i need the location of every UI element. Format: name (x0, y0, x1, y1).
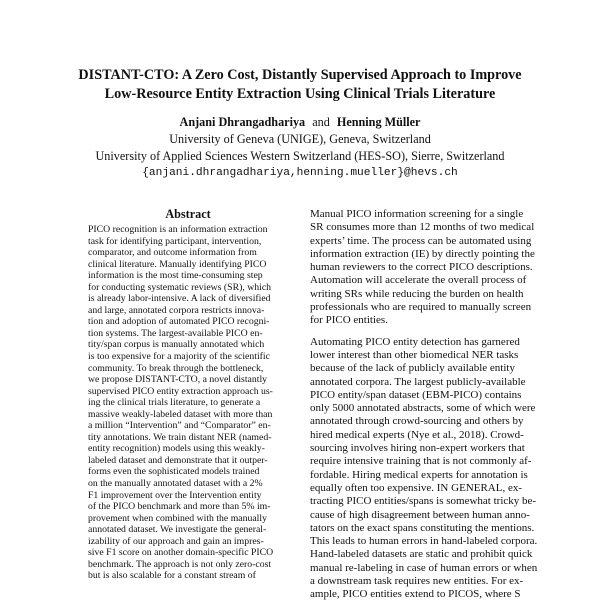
title-line-2: Low-Resource Entity Extraction Using Clinical Trials Literature (104, 86, 496, 102)
abstract-line: clinical literature. Manually identifying PICO (88, 258, 267, 270)
body-line: for PICO entities. (310, 314, 388, 327)
author-conjunction: and (312, 115, 330, 129)
body-line: Automation will accelerate the overall process of (310, 274, 527, 287)
abstract-line: izability of our approach and gain an impres- (88, 535, 264, 547)
body-line: fordable. Hiring medical experts for annotation is (310, 468, 528, 481)
author-names (40, 114, 560, 131)
abstract-line: tity annotations. We train distant NER (named- (88, 431, 272, 443)
abstract-line: on the manually annotated dataset with a 2% (88, 478, 263, 490)
abstract-line: tion systems. The largest-available PICO en- (88, 327, 263, 339)
body-line: Automating PICO entity detection has garnered (310, 335, 520, 348)
abstract-line: forms even the sophisticated models trained (88, 466, 260, 478)
body-line: hired medical experts (Nye et al., 2018). Crowd- (310, 428, 524, 441)
abstract-line: comparator, and outcome information from (88, 247, 257, 259)
abstract-line: of the PICO benchmark and more than 5% im- (88, 501, 271, 513)
body-line: human reviewers to the correct PICO descriptions. (310, 261, 533, 274)
abstract-line: provement when combined with the manually (88, 512, 267, 524)
body-line: because of the lack of publicly available entity (310, 362, 515, 375)
abstract-line: entity recognition) models using this weakly- (88, 443, 265, 455)
body-line: writing SRs while reducing the burden on health (310, 287, 524, 300)
abstract-line: we propose DISTANT-CTO, a novel distantly (88, 374, 268, 386)
body-line: tators on the exact spans constituting the mentions. (310, 521, 535, 534)
body-line: ample, PICO entities extend to PICOS, where S (310, 588, 521, 601)
abstract-line: F1 improvement over the Intervention entity (88, 489, 262, 501)
intro-paragraph-2 (310, 335, 538, 602)
intro-paragraph-1 (310, 208, 535, 328)
abstract-line: PICO recognition is an information extraction (88, 224, 268, 235)
abstract-heading: Abstract (165, 207, 211, 221)
abstract-line: is too expensive for a majority of the scientific (88, 351, 270, 363)
abstract-line: for conducting systematic reviews (SR), which (88, 281, 272, 293)
abstract-line: a million “Intervention” and “Comparator” en- (88, 420, 271, 432)
abstract-line: labeled dataset and demonstrate that it outper- (88, 454, 268, 466)
abstract-line: sive F1 score on another domain-specific PICO (88, 547, 274, 559)
body-line: information extraction (IE) by directly pointing the (310, 247, 535, 260)
body-line: Hand-labeled datasets are static and prohibit quick (310, 548, 533, 561)
abstract-line: but is also scalable for a constant stream of (88, 570, 256, 582)
body-line: annotated corpora. The largest publicly-available (310, 375, 526, 388)
body-line: only 5000 annotated abstracts, some of which were (310, 402, 536, 415)
author-block (40, 114, 560, 182)
abstract-line: and large, annotated corpora restricts innova- (88, 304, 265, 316)
author-1: Anjani Dhrangadhariya (179, 115, 306, 129)
author-2: Henning Müller (336, 115, 421, 129)
body-line: sourcing involves hiring non-expert workers that (310, 442, 525, 455)
body-line: cause of high disagreement between human anno- (310, 508, 530, 521)
abstract-line: is already labor-intensive. A lack of diversified (88, 293, 271, 305)
affiliation-1: University of Geneva (UNIGE), Geneva, Switzerland (169, 132, 431, 146)
abstract-line: annotated dataset. We investigate the general- (88, 524, 267, 536)
body-line: manual re-labeling in case of human errors or when (310, 561, 538, 574)
body-line: This leads to human errors in hand-labeled corpora. (310, 535, 538, 548)
introduction-body (310, 208, 538, 602)
abstract-line: tion and adoption of automated PICO recogni- (88, 316, 270, 328)
body-line: tracting PICO entities/spans is somewhat tricky be- (310, 495, 537, 508)
body-line: a downstream task requires new entities. For ex- (310, 575, 524, 588)
abstract-line: community. To break through the bottleneck, (88, 362, 264, 374)
body-line: Manual PICO information screening for a single (310, 208, 524, 220)
body-line: lower interest than other biomedical NER tasks (310, 348, 519, 361)
abstract-line: massive weakly-labeled dataset with more than (88, 408, 273, 420)
body-line: experts’ time. The process can be automated using (310, 234, 532, 247)
abstract-line: supervised PICO entity extraction approach us- (88, 385, 273, 397)
title-line-1: DISTANT-CTO: A Zero Cost, Distantly Supervised Approach to Improve (78, 67, 522, 83)
body-line: professionals who are required to manually screen (310, 301, 532, 314)
body-line: require intensive training that is not commonly af- (310, 455, 532, 468)
affiliation-2: University of Applied Sciences Western Switzerland (HES-SO), Sierre, Switzerland (95, 149, 505, 163)
body-line: PICO entity/span dataset (EBM-PICO) contains (310, 388, 522, 401)
abstract-line: ing the clinical trials literature, to generate a (88, 397, 261, 409)
abstract-line: tity/span corpus is manually annotated which (88, 339, 265, 351)
author-email: {anjani.dhrangadhariya,henning.mueller}@hevs.ch (142, 167, 458, 179)
abstract-line: benchmark. The approach is not only zero-cost (88, 558, 272, 570)
body-line: SR consumes more than 12 months of two medical (310, 221, 535, 234)
abstract-line: task for identifying participant, intervention, (88, 235, 262, 247)
abstract-body (88, 224, 288, 582)
paper-title (40, 66, 560, 104)
body-line: annotated through crowd-sourcing and others by (310, 415, 524, 428)
abstract-line: information is the most time-consuming step (88, 270, 263, 282)
body-line: equally often too expensive. IN GENERAL, ex- (310, 481, 522, 494)
